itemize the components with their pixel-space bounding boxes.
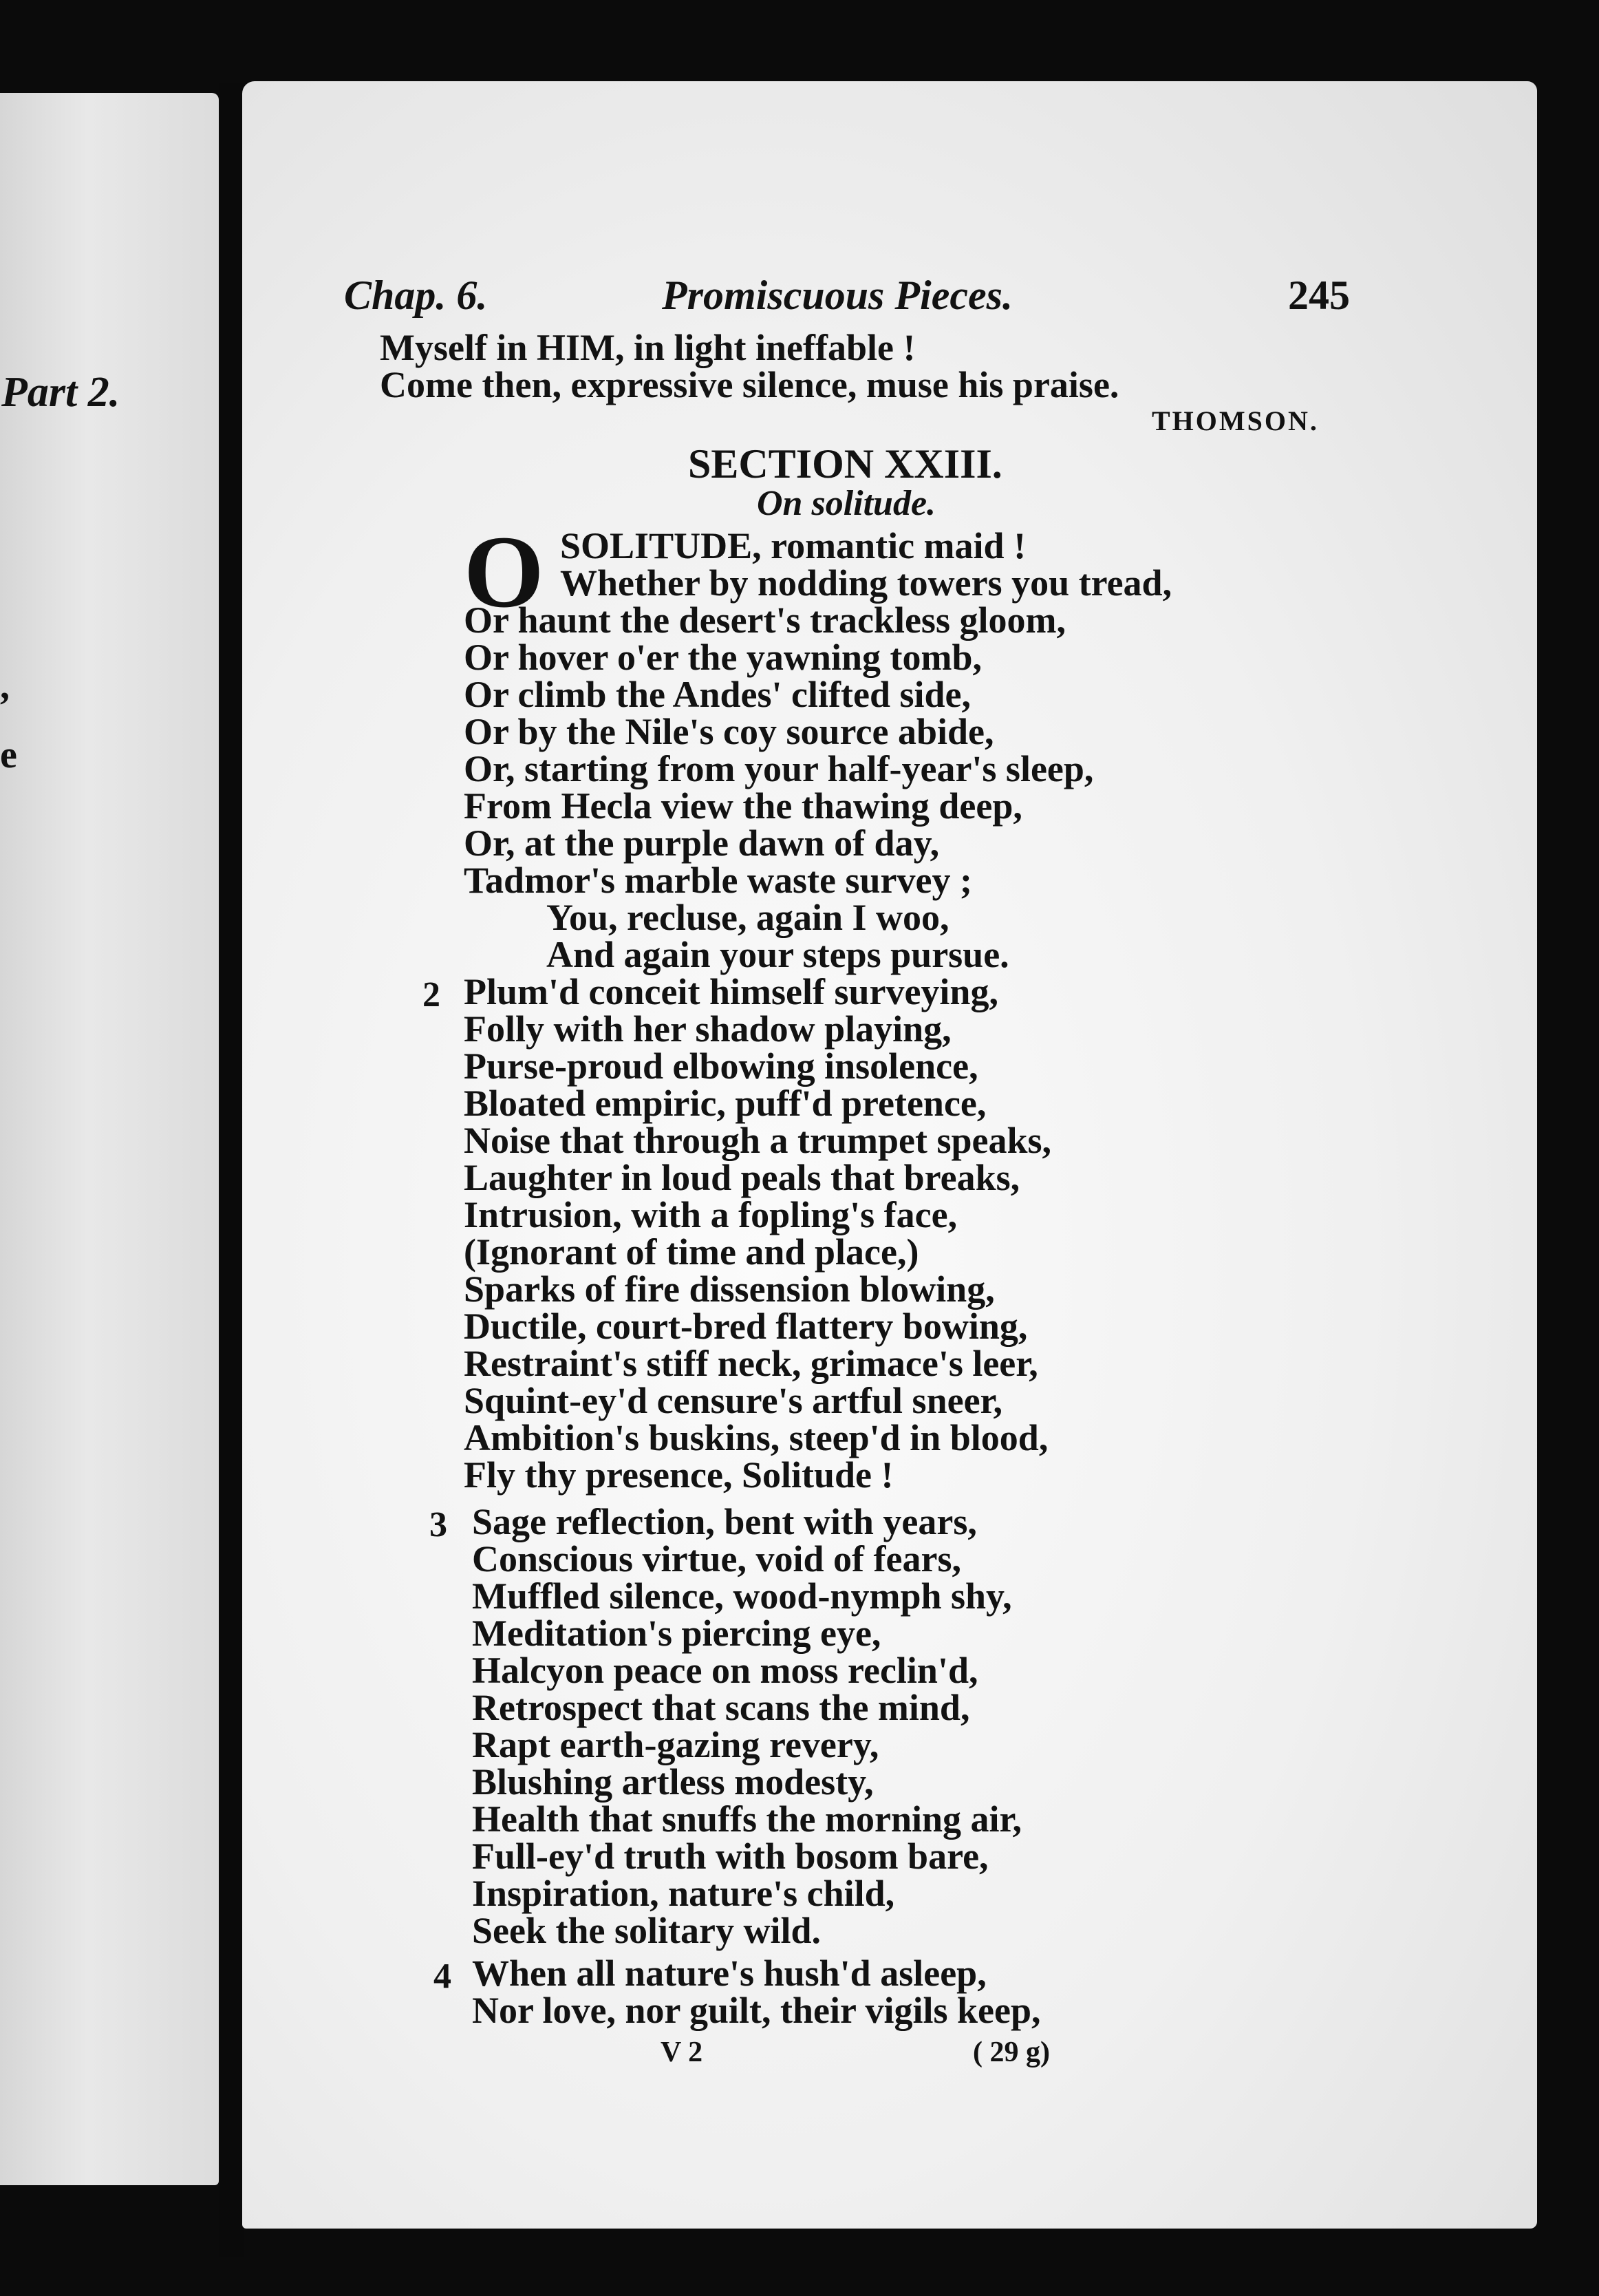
verse-line: Squint-ey'd censure's artful sneer, — [464, 1380, 1003, 1421]
verse-line: SOLITUDE, romantic maid ! — [560, 525, 1027, 566]
verse-line: Sage reflection, bent with years, — [472, 1501, 977, 1542]
verse-line: Retrospect that scans the mind, — [472, 1687, 970, 1728]
verse-line: And again your steps pursue. — [546, 934, 1009, 975]
section-subtitle: On solitude. — [757, 484, 936, 523]
carryover-line: Come then, expressive silence, muse his praise. — [380, 364, 1119, 405]
verse-line: Conscious virtue, void of fears, — [472, 1538, 961, 1580]
verse-line: Or, starting from your half-year's sleep, — [464, 748, 1094, 789]
left-text-fragment: , — [0, 665, 10, 708]
verse-line: Health that snuffs the morning air, — [472, 1798, 1022, 1840]
verse-line: Inspiration, nature's child, — [472, 1873, 895, 1914]
verse-line: Tadmor's marble waste survey ; — [464, 860, 972, 901]
verse-line: Muffled silence, wood-nymph shy, — [472, 1575, 1012, 1617]
verse-line: Or haunt the desert's trackless gloom, — [464, 599, 1066, 641]
stanza-number: 3 — [429, 1505, 447, 1544]
verse-line: From Hecla view the thawing deep, — [464, 785, 1022, 827]
verse-line: Ambition's buskins, steep'd in blood, — [464, 1417, 1049, 1458]
verse-line: Meditation's piercing eye, — [472, 1613, 881, 1654]
left-text-fragment: e — [0, 734, 17, 776]
signature-mark: V 2 — [661, 2037, 703, 2068]
verse-line: You, recluse, again I woo, — [546, 897, 949, 938]
verse-line: Or by the Nile's coy source abide, — [464, 711, 994, 752]
verse-line: Or climb the Andes' clifted side, — [464, 674, 971, 715]
verse-line: Restraint's stiff neck, grimace's leer, — [464, 1343, 1038, 1384]
carryover-line: Myself in HIM, in light ineffable ! — [380, 327, 916, 368]
verse-line: Rapt earth-gazing revery, — [472, 1724, 879, 1765]
chapter-label: Chap. 6. — [344, 273, 488, 318]
verse-line: Folly with her shadow playing, — [464, 1008, 952, 1050]
left-running-head: Part 2. — [1, 369, 120, 416]
verse-line: Plum'd conceit himself surveying, — [464, 971, 998, 1012]
running-title: Promiscuous Pieces. — [662, 273, 1013, 318]
section-heading: SECTION XXIII. — [688, 441, 1002, 487]
verse-line: Full-ey'd truth with bosom bare, — [472, 1836, 989, 1877]
verse-line: Or hover o'er the yawning tomb, — [464, 637, 982, 678]
verse-line: Purse-proud elbowing insolence, — [464, 1045, 978, 1087]
page-number: 245 — [1288, 273, 1350, 318]
verse-line: Intrusion, with a fopling's face, — [464, 1194, 958, 1235]
verse-line: Sparks of fire dissension blowing, — [464, 1268, 995, 1310]
verse-line: Bloated empiric, puff'd pretence, — [464, 1083, 987, 1124]
verse-line: Seek the solitary wild. — [472, 1910, 821, 1951]
stanza-number: 2 — [422, 975, 440, 1014]
page-gutter — [219, 83, 244, 2257]
verse-line: (Ignorant of time and place,) — [464, 1231, 919, 1273]
verse-line: Nor love, nor guilt, their vigils keep, — [472, 1990, 1041, 2031]
catchword: ( 29 g) — [973, 2037, 1050, 2068]
verse-line: Halcyon peace on moss reclin'd, — [472, 1650, 978, 1691]
verse-line: Ductile, court-bred flattery bowing, — [464, 1306, 1028, 1347]
author-attribution: THOMSON. — [1152, 405, 1319, 436]
verse-line: Laughter in loud peals that breaks, — [464, 1157, 1020, 1198]
verse-line: Whether by nodding towers you tread, — [560, 562, 1172, 604]
left-page-fragment — [0, 93, 219, 2185]
verse-line: Or, at the purple dawn of day, — [464, 822, 940, 864]
drop-cap: O — [464, 515, 544, 629]
verse-line: Fly thy presence, Solitude ! — [464, 1454, 894, 1496]
stanza-number: 4 — [433, 1957, 451, 1996]
verse-line: When all nature's hush'd asleep, — [472, 1953, 987, 1994]
verse-line: Noise that through a trumpet speaks, — [464, 1120, 1052, 1161]
verse-line: Blushing artless modesty, — [472, 1761, 874, 1803]
book-page — [242, 81, 1537, 2229]
